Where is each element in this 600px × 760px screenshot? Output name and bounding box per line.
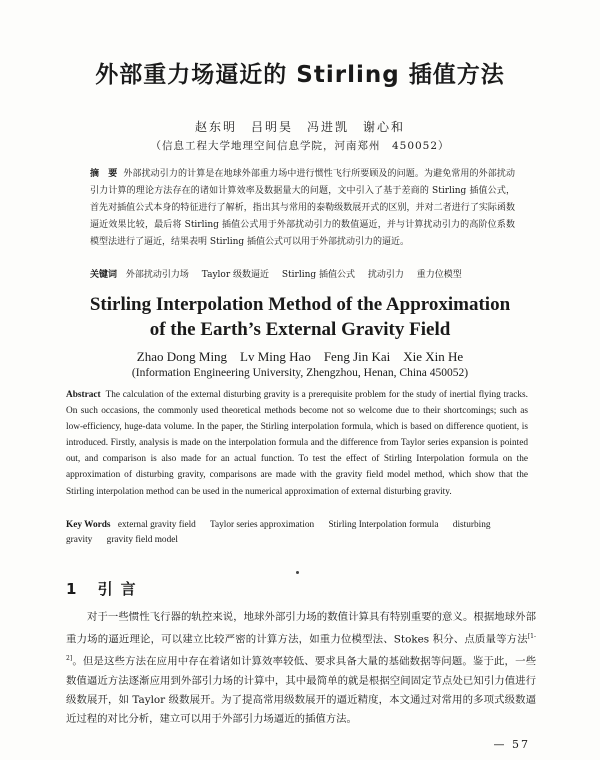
chinese-affiliation: （信息工程大学地理空间信息学院，河南郑州 450052） bbox=[150, 140, 450, 152]
chinese-keyword: 重力位模型 bbox=[416, 270, 462, 280]
english-keywords bbox=[66, 518, 528, 548]
english-title-line-1: Stirling Interpolation Method of the Approximation bbox=[89, 294, 511, 315]
intro-paragraph bbox=[66, 608, 536, 729]
section-heading bbox=[66, 578, 144, 599]
section-number: 1 bbox=[66, 580, 85, 598]
scan-speck bbox=[296, 571, 299, 574]
chinese-keyword: 外部扰动引力场 bbox=[125, 270, 189, 280]
english-abstract bbox=[66, 387, 528, 500]
english-title-line-2: of the Earth’s External Gravity Field bbox=[149, 319, 451, 340]
english-keyword: disturbing gravity bbox=[66, 520, 491, 545]
chinese-keyword: Taylor 级数逼近 bbox=[201, 270, 269, 280]
english-keyword: gravity field model bbox=[106, 535, 178, 545]
chinese-abstract bbox=[90, 166, 515, 251]
section-title: 引言 bbox=[97, 580, 144, 598]
intro-text-part-1: 对于一些惯性飞行器的轨控来说，地球外部引力场的数值计算具有特别重要的意义。根据地球外部重力场的逼近理论，可以建立比较严密的计算方法，如重力位模型法、Stokes 积分、点质量等方法 bbox=[66, 611, 536, 646]
chinese-abstract-text: 外部扰动引力的计算是在地球外部重力场中进行惯性飞行所要顾及的问题。为避免常用的外部扰动引力计算的理论方法存在的诸如计算效率及数据量大的问题，文中引入了基于差商的 Stirling 插值公式，首先对插值公式本身的特征进行了解析，指出其与常用的泰勒级数展开式的区别，并对二者进行了实际函数逼近效果比较，最后将 Stirling 插值公式用于外部扰动引力的数值逼近，并与计算扰动引力的高阶位系数模型法进行了逼近，结果表明 Stirling 插值公式可以用于外部扰动引力的逼近。 bbox=[90, 169, 515, 247]
english-abstract-label: Abstract bbox=[66, 390, 101, 400]
intro-text-part-2: 。但是这些方法在应用中存在着诸如计算效率较低、要求具备大量的基础数据等问题。鉴于此，一些数值逼近方法逐渐应用到外部引力场的计算中，其中最简单的就是根据空间固定节点处已知引力值进行级数展开，如 Taylor 级数展开。为了提高常用级数展开的逼近精度，本文通过对常用的多项式级数逼近过程的对比分析，建立可以用于外部引力场逼近的插值方法。 bbox=[66, 655, 536, 725]
english-title bbox=[0, 292, 600, 342]
english-keyword: external gravity field bbox=[117, 520, 196, 530]
chinese-keyword: Stirling 插值公式 bbox=[281, 270, 356, 280]
chinese-authors: 赵东明 吕明昊 冯进凯 谢心和 bbox=[194, 120, 405, 134]
chinese-keywords bbox=[90, 268, 515, 282]
chinese-keywords-label: 关键词 bbox=[90, 270, 118, 280]
citation: [1-2] bbox=[66, 633, 536, 663]
chinese-title: 外部重力场逼近的 Stirling 插值方法 bbox=[95, 62, 505, 88]
english-keyword: Stirling Interpolation formula bbox=[328, 520, 439, 530]
chinese-abstract-label: 摘 要 bbox=[90, 169, 118, 179]
english-abstract-text: The calculation of the external disturbing gravity is a prerequisite problem for the study of inertial flying tracks. On such occasions, the commonly used theoretical methods become not so welcome due to their shortcomings; such as low-efficiency, huge-data volume. In the paper, the Stirling interpolation formula, which is based on difference quotient, is introduced. Firstly, analysis is made on the interpolation formula and the difference from Taylor series expansion is pointed out, and comparison is also made for an actual function. To test the effect of Stirling Interpolation formula on the approximation of disturbing gravity, comparisons are made with the gravity field model method, which show that the Stirling interpolation method can be used in the numerical approximation of external disturbing gravity. bbox=[66, 390, 528, 497]
page-number: — 57 bbox=[493, 738, 530, 751]
chinese-keyword: 扰动引力 bbox=[367, 270, 404, 280]
english-keywords-label: Key Words bbox=[66, 520, 111, 530]
english-affiliation: (Information Engineering University, Zhengzhou, Henan, China 450052) bbox=[131, 367, 469, 379]
english-authors: Zhao Dong Ming Lv Ming Hao Feng Jin Kai Xie Xin He bbox=[136, 349, 464, 364]
english-keyword: Taylor series approximation bbox=[209, 520, 315, 530]
